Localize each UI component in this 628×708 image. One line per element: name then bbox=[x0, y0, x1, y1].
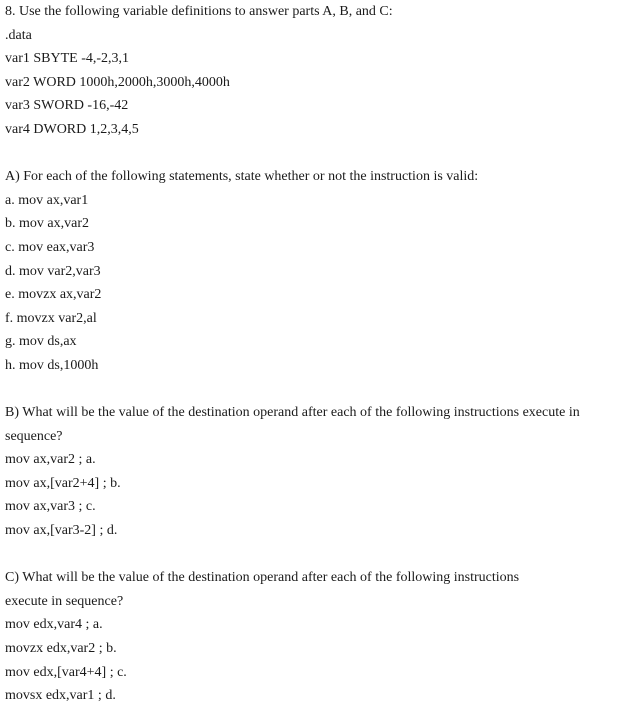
part-a-item: b. mov ax,var2 bbox=[5, 216, 89, 232]
part-b-prompt-continued: sequence? bbox=[5, 428, 63, 444]
part-b-item: mov ax,[var3-2] ; d. bbox=[5, 523, 118, 539]
part-b-prompt: B) What will be the value of the destination operand after each of the following instructions execute in bbox=[5, 405, 580, 421]
part-c-item: mov edx,var4 ; a. bbox=[5, 617, 103, 633]
part-b-item: mov ax,var3 ; c. bbox=[5, 499, 96, 515]
part-a-item: e. movzx ax,var2 bbox=[5, 287, 102, 303]
part-b-item: mov ax,var2 ; a. bbox=[5, 452, 96, 468]
definition-line: var2 WORD 1000h,2000h,3000h,4000h bbox=[5, 74, 230, 90]
part-a-item: h. mov ds,1000h bbox=[5, 357, 99, 373]
spacer bbox=[5, 142, 623, 166]
definition-line: var3 SWORD -16,-42 bbox=[5, 98, 129, 114]
data-directive: .data bbox=[5, 27, 32, 43]
part-c-prompt-continued: execute in sequence? bbox=[5, 593, 124, 609]
part-a-item: f. movzx var2,al bbox=[5, 310, 97, 326]
part-c-item: movsx edx,var1 ; d. bbox=[5, 688, 116, 704]
spacer bbox=[5, 543, 623, 567]
question-header: 8. Use the following variable definitions to answer parts A, B, and C: bbox=[5, 4, 393, 19]
part-a-item: a. mov ax,var1 bbox=[5, 192, 89, 208]
part-c-item: movzx edx,var2 ; b. bbox=[5, 641, 117, 657]
part-a-item: g. mov ds,ax bbox=[5, 334, 77, 350]
part-a-prompt: A) For each of the following statements, state whether or not the instruction is valid: bbox=[5, 169, 479, 185]
part-c-item: mov edx,[var4+4] ; c. bbox=[5, 664, 127, 680]
spacer bbox=[5, 378, 623, 402]
part-a-item: d. mov var2,var3 bbox=[5, 263, 101, 279]
part-b-item: mov ax,[var2+4] ; b. bbox=[5, 475, 121, 491]
definition-line: var1 SBYTE -4,-2,3,1 bbox=[5, 51, 130, 67]
definition-line: var4 DWORD 1,2,3,4,5 bbox=[5, 121, 139, 137]
part-c-prompt: C) What will be the value of the destination operand after each of the following instructions bbox=[5, 570, 520, 586]
document bbox=[5, 0, 623, 708]
part-a-item: c. mov eax,var3 bbox=[5, 239, 95, 255]
